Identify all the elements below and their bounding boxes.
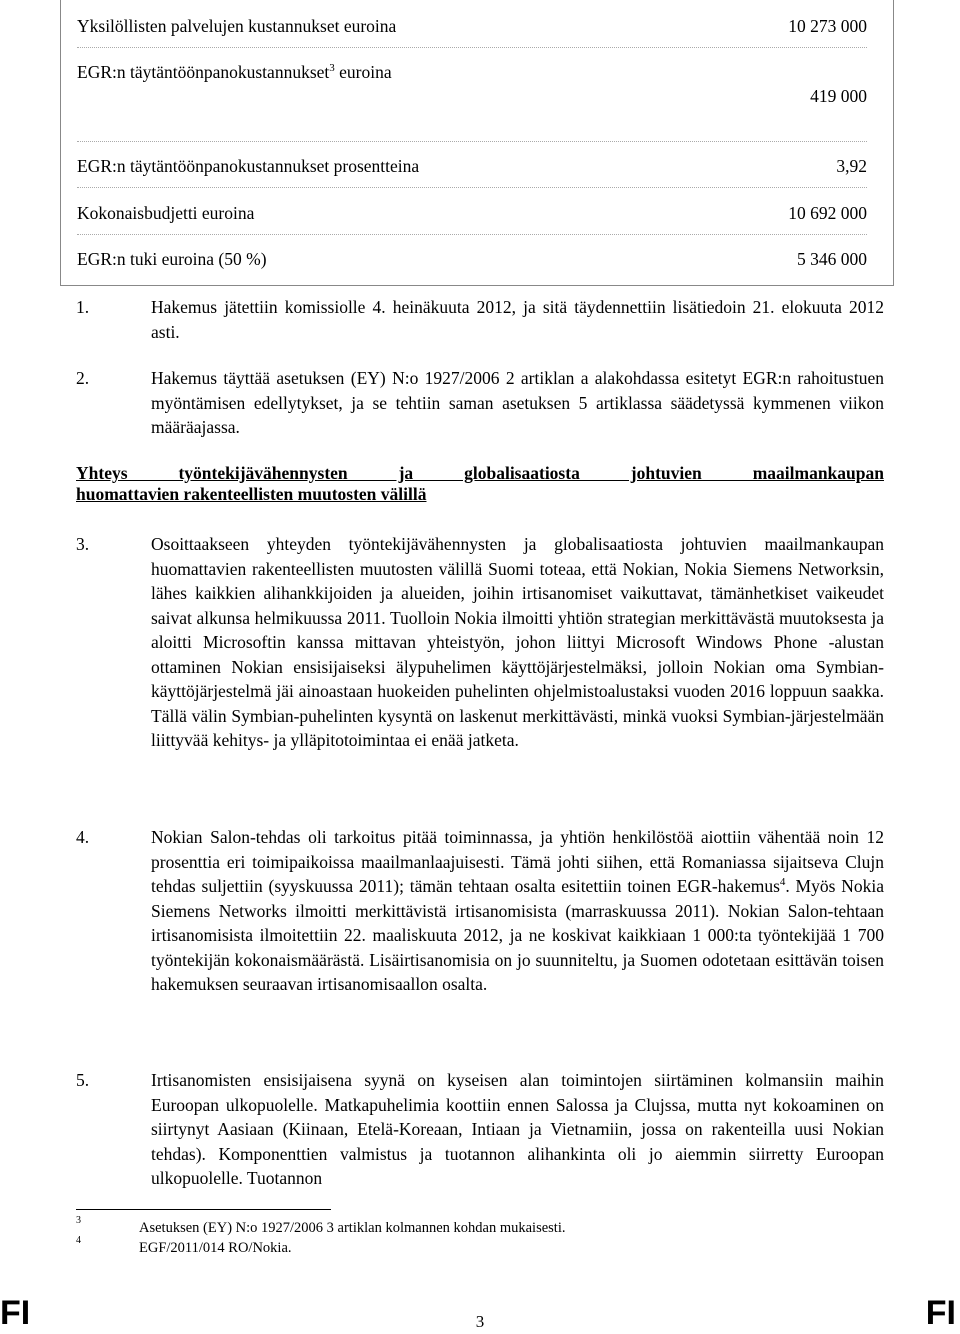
paragraph-text: Hakemus jätettiin komissiolle 4. heinäkuuta 2012, ja sitä täydennettiin lisätiedoin 21. elokuuta 2012 asti.: [151, 297, 884, 342]
heading-line-2: huomattavien rakenteellisten muutosten välillä: [76, 484, 427, 504]
heading-line-1: Yhteys työntekijävähennysten ja globalisaatiosta johtuvien maailmankaupan: [76, 463, 884, 483]
row-label: Kokonaisbudjetti euroina: [77, 203, 255, 223]
row-label: Yksilöllisten palvelujen kustannukset euroina: [77, 16, 397, 36]
paragraph-1: [76, 295, 884, 344]
row-value: 5 346 000: [797, 249, 867, 269]
paragraph-text: Irtisanomisten ensisijaisena syynä on kyseisen alan toimintojen siirtäminen kolmansiin maihin Euroopan ulkopuolelle. Matkapuhelimia koottiin ennen Salossa ja Clujssa, mutta nyt kokoaminen on siirtynyt Aasiaan (Kiinaan, Etelä-Koreaan, Intiaan ja Vietnamiin, jossa on rakenteilla uusi Nokian tehdas). Komponenttien valmistus ja tuotannon alihankinta oli jo aiemmin siirretty Euroopan ulkopuolelle. Tuotannon: [151, 1070, 884, 1188]
paragraph-number: 5.: [76, 1070, 90, 1090]
footnote-separator: [76, 1209, 331, 1210]
footer-language-left: FI: [0, 1294, 31, 1332]
row-divider: [77, 187, 867, 188]
row-label: EGR:n täytäntöönpanokustannukset prosentteina: [77, 156, 420, 176]
section-heading: [76, 463, 884, 505]
paragraph-4: [76, 825, 884, 997]
paragraph-text: Osoittaakseen yhteyden työntekijävähennysten ja globalisaatiosta johtuvien maailmankaupan huomattavien rakenteellisten muutosten välillä Suomi toteaa, että Nokian, Nokia Siemens Networksin, lähes kaikkien alihankkijoiden ja alueiden, joihin irtisanomiset vaikuttavat, tämänhetkiset vaikeudet saivat alkunsa helmikuussa 2011. Tuolloin Nokia ilmoitti yhtiön strategian merkittävästä muutoksesta ja aloitti Microsoftin kanssa mittavan yhteistyön, johon liittyi Microsoft Windows Phone -alustan ottaminen Nokian ensisijaiseksi älypuhelimen käyttöjärjestelmäksi, jolloin Nokian oma Symbian-käyttöjärjestelmä jäi ainoastaan huokeiden puhelinten ohjelmistoalustaksi vuoden 2016 loppuun saakka. Tällä välin Symbian-puhelinten kysyntä on laskenut merkittävästi, minkä vuoksi Symbian-järjestelmään liittyvää kehitys- ja ylläpitotoimintaa ei enää jatketa.: [151, 534, 884, 750]
paragraph-number: 2.: [76, 368, 90, 388]
paragraph-text: Nokian Salon-tehdas oli tarkoitus pitää toiminnassa, ja yhtiön henkilöstöä aiottiin vähentää noin 12 prosenttia eri toimipaikoissa maailmanlaajuisesti. Tämä johti siihen, että Romaniassa sijaitseva Clujn tehdas suljettiin (syyskuussa 2011); tämän tehtaan osalta esitettiin toinen EGR-hakemus$^4$. Myös Nokia Siemens Networks ilmoitti merkittävistä irtisanomisista (marraskuussa 2011). Nokian Salon-tehtaan irtisanomisista ilmoitettiin 22. maaliskuuta 2012, ja ne koskivat kaikkiaan 1 000:ta työntekijää 1 700 työntekijän kokonaismäärästä. Lisäirtisanomisia on jo suunniteltu, ja Suomen odotetaan esittävän toisen hakemuksen seuraavan irtisanomisaallon osalta.: [151, 827, 884, 994]
footnote-number: 3: [76, 1215, 81, 1226]
footnote-ref: 3: [329, 62, 335, 74]
footnote-text: Asetuksen (EY) N:o 1927/2006 3 artiklan kolmannen kohdan mukaisesti.: [139, 1220, 566, 1236]
row-value: 10 273 000: [788, 16, 867, 36]
row-label: EGR:n tuki euroina (50 %): [77, 249, 267, 269]
paragraph-number: 3.: [76, 534, 90, 554]
row-label: EGR:n täytäntöönpanokustannukset$^3$ euroina: [77, 62, 392, 82]
footnote-text: EGF/2011/014 RO/Nokia.: [139, 1240, 292, 1256]
footer-language-right: FI: [925, 1294, 956, 1332]
footnote-ref: 4: [779, 876, 786, 888]
paragraph-2: [76, 366, 884, 440]
budget-table: [60, 0, 894, 286]
row-value: 419 000: [810, 86, 867, 106]
paragraph-number: 1.: [76, 297, 90, 317]
paragraph-3: [76, 532, 884, 753]
row-value: 3,92: [836, 156, 867, 176]
page-number: 3: [475, 1312, 485, 1331]
paragraph-5: [76, 1068, 884, 1191]
footnote-number: 4: [76, 1235, 81, 1246]
row-value: 10 692 000: [788, 203, 867, 223]
paragraph-text: Hakemus täyttää asetuksen (EY) N:o 1927/2006 2 artiklan a alakohdassa esitetyt EGR:n rahoitustuen myöntämisen edellytykset, ja se tehtiin saman asetuksen 5 artiklassa säädetyssä kymmenen viikon määräajassa.: [151, 368, 884, 437]
row-divider: [77, 47, 867, 48]
row-divider: [77, 141, 867, 142]
paragraph-number: 4.: [76, 827, 90, 847]
row-divider: [77, 234, 867, 235]
